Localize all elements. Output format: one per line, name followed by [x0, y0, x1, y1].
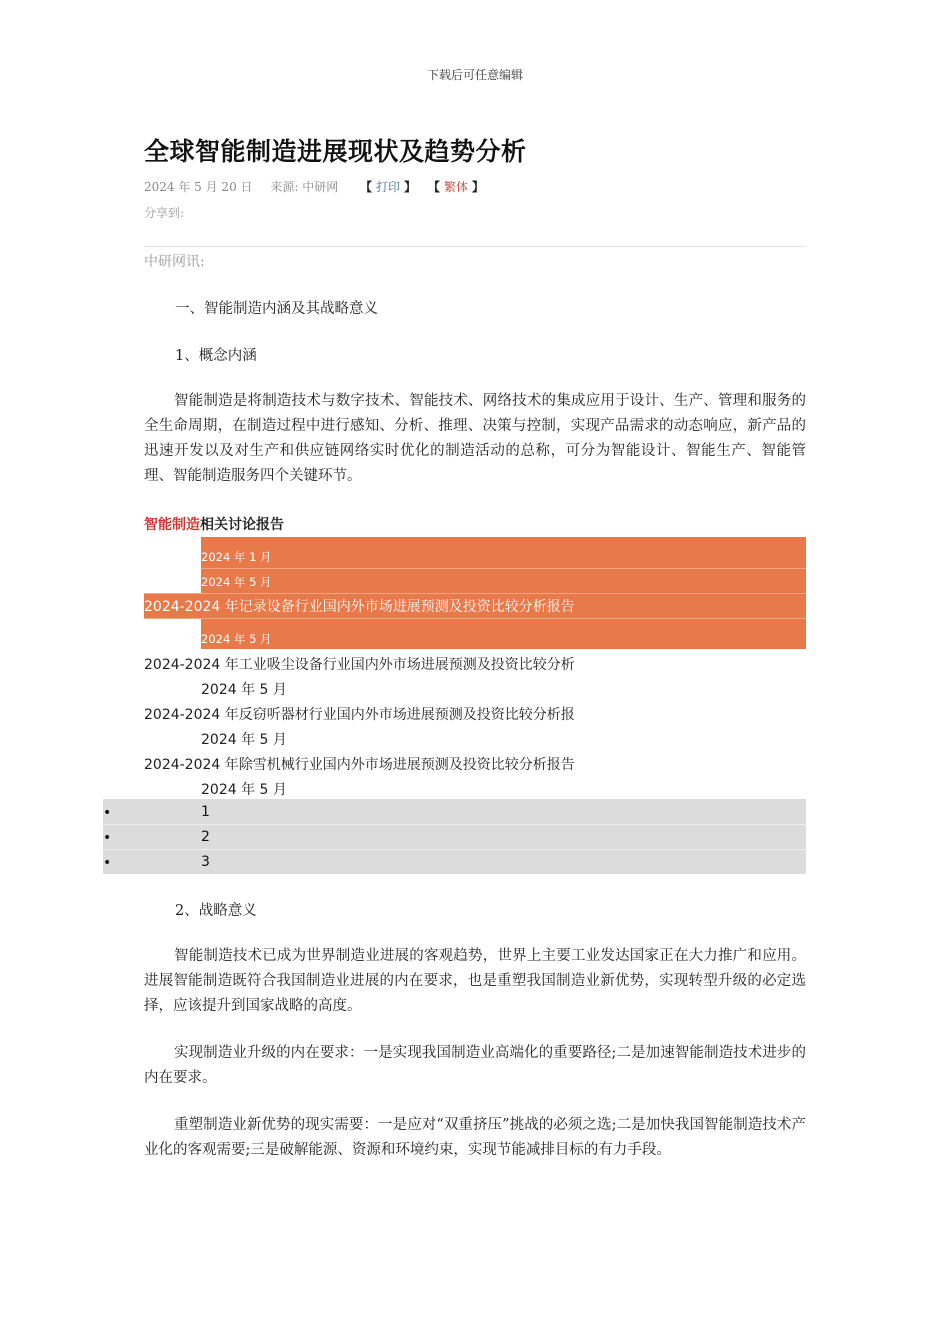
significance-paragraph: 智能制造技术已成为世界制造业进展的客观趋势，世界上主要工业发达国家正在大力推广和应用。进展智能制造既符合我国制造业进展的内在要求，也是重塑我国制造业新优势，实现转型升级的必定选择，应该提升到国家战略的高度。	[144, 948, 806, 1014]
report-date: 2024 年 5 月	[201, 682, 287, 698]
print-control[interactable]	[360, 180, 420, 194]
report-link[interactable]: 2024-2024 年反窃听器材行业国内外市场进展预测及投资比较分析报	[144, 707, 575, 723]
report-link[interactable]: 2024-2024 年除雪机械行业国内外市场进展预测及投资比较分析报告	[144, 757, 575, 773]
row-divider	[144, 618, 806, 619]
traditional-control[interactable]	[428, 180, 488, 194]
concept-paragraph: 智能制造是将制造技术与数字技术、智能技术、网络技术的集成应用于设计、生产、管理和服务的全生命周期，在制造过程中进行感知、分析、推理、决策与控制，实现产品需求的动态响应，新产品的迅速开发以及对生产和供应链网络实时优化的制造活动的总称，可分为智能设计、智能生产、智能管理、智能制造服务四个关键环节。	[144, 393, 806, 484]
report-date: 2024 年 5 月	[201, 782, 287, 798]
upgrade-paragraph: 实现制造业升级的内在要求：一是实现我国制造业高端化的重要路径;二是加速智能制造技术进步的内在要求。	[144, 1045, 806, 1086]
traditional-chinese-link[interactable]: 繁体	[443, 180, 468, 194]
subsection-heading-significance: 2、战略意义	[175, 903, 257, 919]
page-link[interactable]	[103, 801, 806, 825]
page-number[interactable]: 2	[201, 829, 210, 845]
source-label: 来源: 中研网	[270, 180, 339, 194]
bracket-close: 】	[404, 180, 417, 194]
report-link[interactable]: 2024-2024 年工业吸尘设备行业国内外市场进展预测及投资比较分析	[144, 657, 575, 673]
advantage-paragraph: 重塑制造业新优势的现实需要：一是应对“双重挤压”挑战的必须之选;二是加快我国智能制造技术产业化的客观需要;三是破解能源、资源和环境约束，实现节能减排目标的有力手段。	[144, 1117, 806, 1158]
related-reports-title	[144, 514, 284, 534]
related-keyword-link[interactable]: 智能制造	[144, 517, 200, 533]
bracket-open: 【	[360, 180, 373, 194]
bracket-close: 】	[471, 180, 484, 194]
bullet-icon: •	[103, 805, 112, 821]
highlighted-report-link[interactable]: 2024-2024 年记录设备行业国内外市场进展预测及投资比较分析报告	[144, 599, 575, 615]
page-link[interactable]	[103, 851, 806, 875]
report-date: 2024 年 5 月	[201, 575, 272, 589]
report-date: 2024 年 1 月	[201, 550, 272, 564]
article-meta	[144, 178, 492, 195]
page-link[interactable]	[103, 826, 806, 850]
subsection-heading-concept: 1、概念内涵	[175, 348, 257, 364]
page-number[interactable]: 1	[201, 804, 210, 820]
report-date: 2024 年 5 月	[201, 732, 287, 748]
row-divider	[201, 568, 806, 569]
report-date: 2024 年 5 月	[201, 632, 272, 646]
bullet-icon: •	[103, 855, 112, 871]
share-label: 分享到:	[144, 206, 185, 220]
download-note: 下载后可任意编辑	[426, 68, 523, 82]
divider	[144, 246, 806, 247]
lead-text: 中研网讯:	[144, 254, 205, 270]
bullet-icon: •	[103, 830, 112, 846]
related-title-suffix: 相关讨论报告	[200, 517, 284, 533]
section-heading: 一、智能制造内涵及其战略意义	[175, 301, 378, 317]
page-number[interactable]: 3	[201, 854, 210, 870]
article-title: 全球智能制造进展现状及趋势分析	[144, 137, 527, 166]
publish-date: 2024 年 5 月 20 日	[144, 180, 253, 194]
bracket-open: 【	[427, 180, 440, 194]
print-link[interactable]: 打印	[376, 180, 401, 194]
row-divider	[144, 593, 806, 594]
